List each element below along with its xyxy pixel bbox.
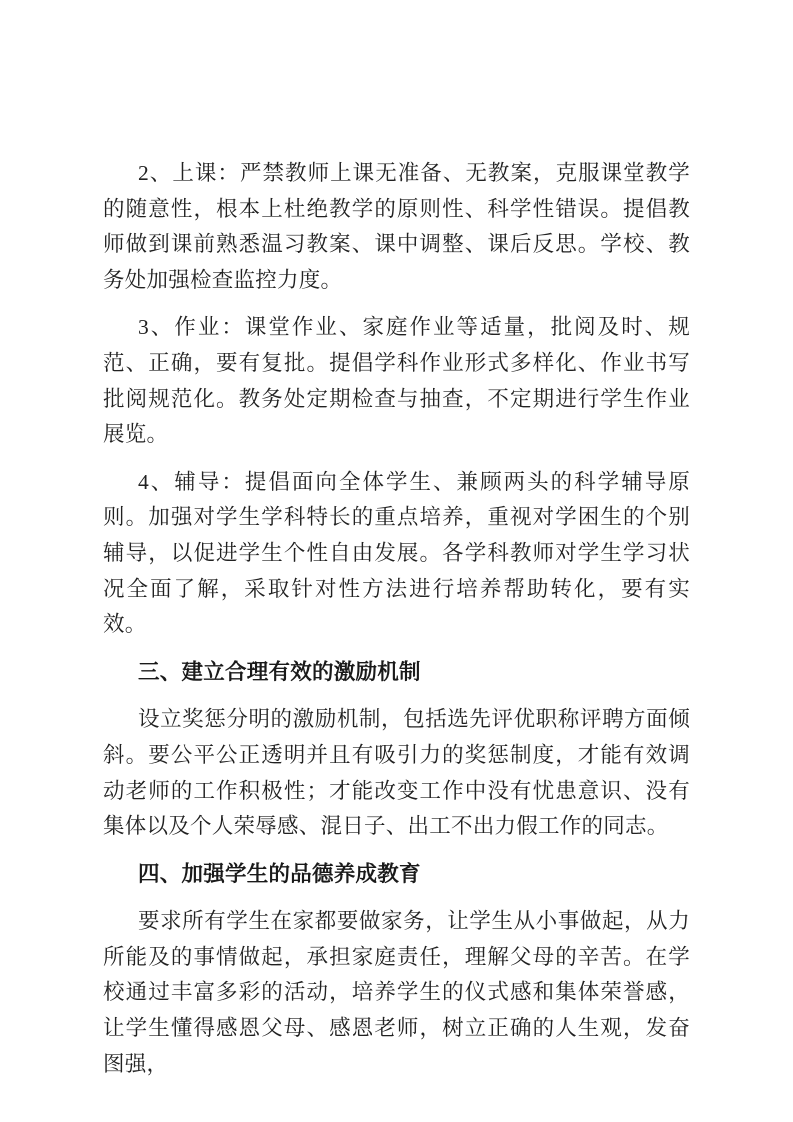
- paragraph-tutoring-rules: 4、辅导：提倡面向全体学生、兼顾两头的科学辅导原则。加强对学生学科特长的重点培养，重视对学困生的个别辅导，以促进学生个性自由发展。各学科教师对学生学习状况全面了解，采取针对性方法进行培养帮助转化，要有实效。: [103, 469, 690, 637]
- paragraph-moral-education: 要求所有学生在家都要做家务，让学生从小事做起，从力所能及的事情做起，承担家庭责任，理解父母的辛苦。在学校通过丰富多彩的活动，培养学生的仪式感和集体荣誉感，让学生懂得感恩父母、感恩老师，树立正确的人生观，发奋图强，: [103, 909, 690, 1076]
- section-heading-moral-education: 四、加强学生的品德养成教育: [138, 861, 421, 886]
- paragraph-incentive-mechanism: 设立奖惩分明的激励机制，包括选先评优职称评聘方面倾斜。要公平公正透明并且有吸引力的奖惩制度，才能有效调动老师的工作积极性；才能改变工作中没有忧患意识、没有集体以及个人荣辱感、混日子、出工不出力假工作的同志。: [103, 707, 690, 839]
- paragraph-homework-rules: 3、作业：课堂作业、家庭作业等适量，批阅及时、规范、正确，要有复批。提倡学科作业形式多样化、作业书写批阅规范化。教务处定期检查与抽查，不定期进行学生作业展览。: [103, 315, 690, 447]
- document-content: [103, 156, 690, 1082]
- section-heading-incentive-mechanism: 三、建立合理有效的激励机制: [138, 659, 421, 684]
- paragraph-lesson-rules: 2、上课：严禁教师上课无准备、无教案，克服课堂教学的随意性，根本上杜绝教学的原则性、科学性错误。提倡教师做到课前熟悉温习教案、课中调整、课后反思。学校、教务处加强检查监控力度。: [103, 161, 690, 292]
